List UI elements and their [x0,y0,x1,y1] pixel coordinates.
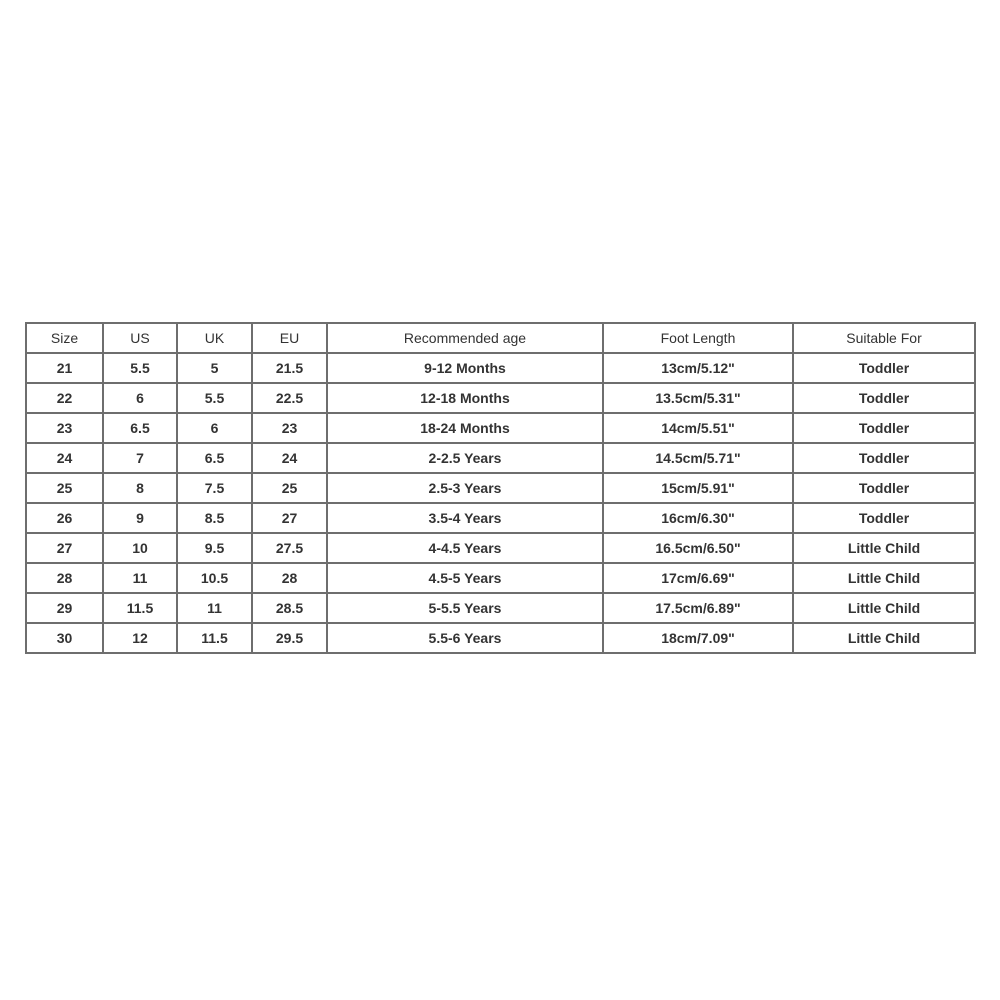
header-uk: UK [177,323,252,353]
cell-uk: 6.5 [177,443,252,473]
cell-uk: 5 [177,353,252,383]
cell-suitable-for: Little Child [793,593,975,623]
cell-foot-length: 13cm/5.12" [603,353,793,383]
cell-recommended-age: 4-4.5 Years [327,533,603,563]
cell-us: 10 [103,533,177,563]
cell-foot-length: 14cm/5.51" [603,413,793,443]
cell-size: 27 [26,533,103,563]
cell-size: 28 [26,563,103,593]
cell-eu: 24 [252,443,327,473]
header-size: Size [26,323,103,353]
cell-suitable-for: Little Child [793,623,975,653]
cell-recommended-age: 5-5.5 Years [327,593,603,623]
cell-recommended-age: 12-18 Months [327,383,603,413]
cell-uk: 10.5 [177,563,252,593]
cell-eu: 27 [252,503,327,533]
cell-size: 24 [26,443,103,473]
header-eu: EU [252,323,327,353]
cell-foot-length: 13.5cm/5.31" [603,383,793,413]
table-row [26,413,975,443]
cell-foot-length: 17cm/6.69" [603,563,793,593]
cell-uk: 11.5 [177,623,252,653]
cell-size: 26 [26,503,103,533]
cell-suitable-for: Toddler [793,353,975,383]
cell-us: 5.5 [103,353,177,383]
cell-suitable-for: Toddler [793,413,975,443]
cell-suitable-for: Toddler [793,473,975,503]
cell-size: 29 [26,593,103,623]
cell-us: 12 [103,623,177,653]
cell-foot-length: 16cm/6.30" [603,503,793,533]
cell-uk: 5.5 [177,383,252,413]
cell-recommended-age: 4.5-5 Years [327,563,603,593]
cell-us: 7 [103,443,177,473]
table-body [26,353,975,653]
cell-eu: 27.5 [252,533,327,563]
cell-eu: 23 [252,413,327,443]
table-header-row [26,323,975,353]
cell-size: 25 [26,473,103,503]
cell-suitable-for: Little Child [793,563,975,593]
cell-recommended-age: 9-12 Months [327,353,603,383]
cell-suitable-for: Toddler [793,443,975,473]
cell-uk: 7.5 [177,473,252,503]
table-row [26,593,975,623]
cell-us: 6 [103,383,177,413]
cell-recommended-age: 2.5-3 Years [327,473,603,503]
cell-recommended-age: 2-2.5 Years [327,443,603,473]
table-row [26,473,975,503]
cell-size: 30 [26,623,103,653]
header-suitable-for: Suitable For [793,323,975,353]
cell-us: 11.5 [103,593,177,623]
cell-us: 6.5 [103,413,177,443]
table-row [26,503,975,533]
cell-suitable-for: Toddler [793,503,975,533]
cell-suitable-for: Little Child [793,533,975,563]
cell-uk: 9.5 [177,533,252,563]
cell-uk: 11 [177,593,252,623]
cell-suitable-for: Toddler [793,383,975,413]
cell-us: 9 [103,503,177,533]
cell-foot-length: 15cm/5.91" [603,473,793,503]
cell-foot-length: 16.5cm/6.50" [603,533,793,563]
header-foot-length: Foot Length [603,323,793,353]
table-row [26,533,975,563]
cell-recommended-age: 18-24 Months [327,413,603,443]
header-us: US [103,323,177,353]
cell-us: 8 [103,473,177,503]
cell-eu: 29.5 [252,623,327,653]
cell-uk: 6 [177,413,252,443]
cell-eu: 28.5 [252,593,327,623]
table-row [26,383,975,413]
cell-size: 23 [26,413,103,443]
cell-recommended-age: 5.5-6 Years [327,623,603,653]
cell-eu: 25 [252,473,327,503]
cell-foot-length: 17.5cm/6.89" [603,593,793,623]
table-row [26,443,975,473]
cell-eu: 28 [252,563,327,593]
cell-recommended-age: 3.5-4 Years [327,503,603,533]
cell-uk: 8.5 [177,503,252,533]
cell-size: 22 [26,383,103,413]
size-chart-table [25,322,976,654]
cell-foot-length: 18cm/7.09" [603,623,793,653]
table-row [26,563,975,593]
table-row [26,623,975,653]
header-recommended-age: Recommended age [327,323,603,353]
table-row [26,353,975,383]
cell-foot-length: 14.5cm/5.71" [603,443,793,473]
cell-eu: 21.5 [252,353,327,383]
cell-eu: 22.5 [252,383,327,413]
cell-us: 11 [103,563,177,593]
cell-size: 21 [26,353,103,383]
